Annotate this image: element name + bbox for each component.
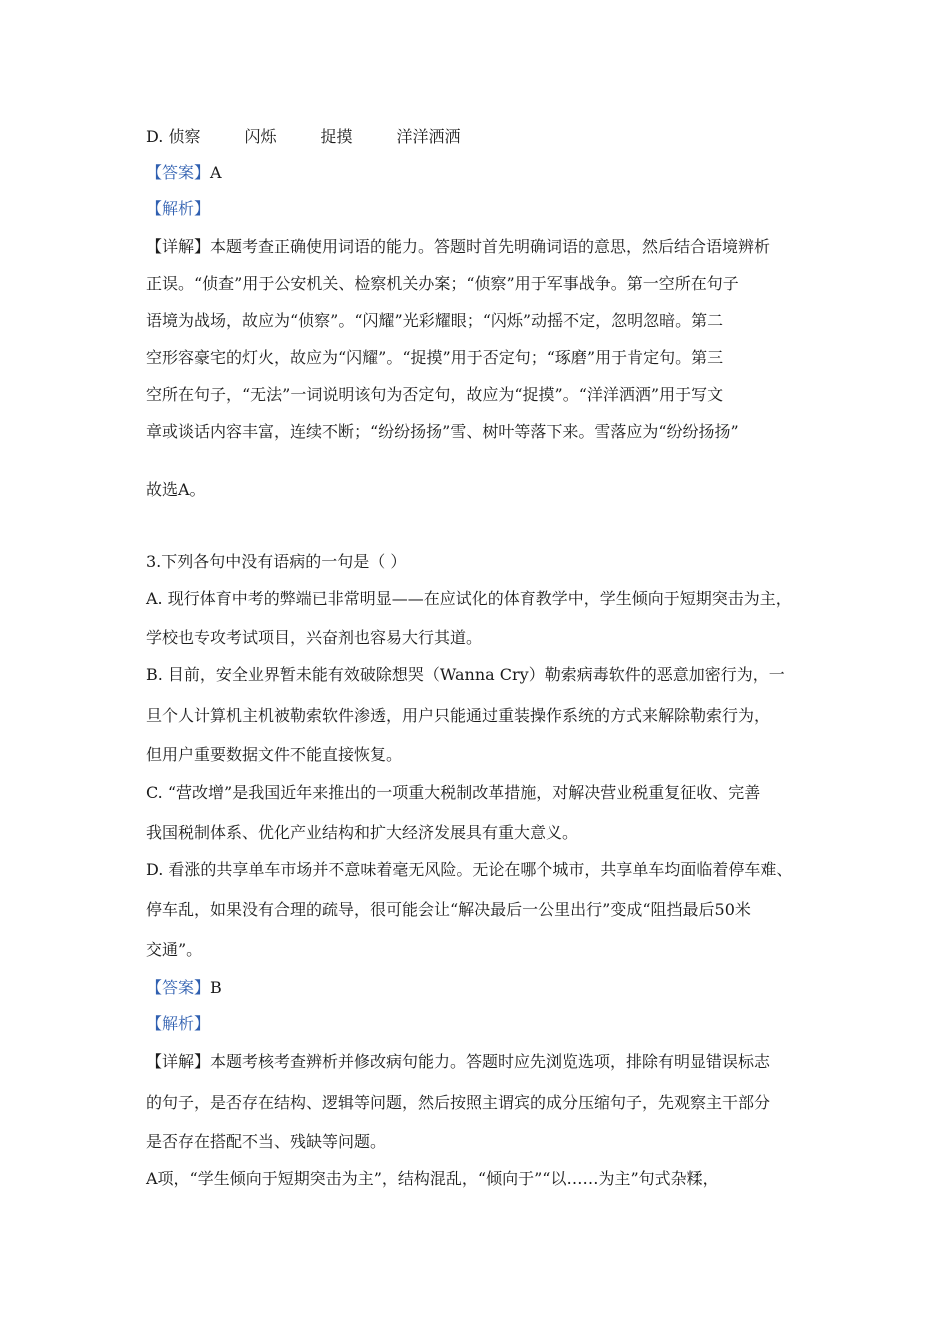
q3-stem: 3.下列各句中没有语病的一句是（ ） <box>146 552 407 571</box>
q3-detail-line: 是否存在搭配不当、残缺等问题。 <box>146 1132 387 1151</box>
option-letter: D. <box>146 127 169 146</box>
q3-option-d: 停车乱，如果没有合理的疏导，很可能会让“解决最后一公里出行”变成“阻挡最后50米 <box>146 900 751 919</box>
detail-text: 本题考查正确使用词语的能力。答题时首先明确词语的意思，然后结合语境辨析 <box>210 237 771 256</box>
detail-text: 本题考核考查辨析并修改病句能力。答题时应先浏览选项，排除有明显错误标志 <box>210 1052 771 1071</box>
q2-detail-line <box>146 237 770 257</box>
answer-value: A <box>210 163 222 182</box>
q3-option-a: 学校也专攻考试项目，兴奋剂也容易大行其道。 <box>146 628 483 647</box>
q3-option-d: 交通”。 <box>146 940 203 959</box>
q3-option-c: 我国税制体系、优化产业结构和扩大经济发展具有重大意义。 <box>146 823 579 842</box>
option-word: 闪烁 <box>244 127 277 146</box>
q2-detail-line: 语境为战场，故应为“侦察”。“闪耀”光彩耀眼；“闪烁”动摇不定，忽明忽暗。第二 <box>146 311 724 330</box>
detail-tag: 【详解】 <box>146 1052 211 1071</box>
q3-option-b: B. 目前，安全业界暂未能有效破除想哭（Wanna Cry）勒索病毒软件的恶意加密行为，一 <box>146 665 785 684</box>
q3-option-c: C. “营改增”是我国近年来推出的一项重大税制改革措施，对解决营业税重复征收、完善 <box>146 783 761 802</box>
q2-detail-line: 空形容豪宅的灯火，故应为“闪耀”。“捉摸”用于否定句；“琢磨”用于肯定句。第三 <box>146 348 724 367</box>
q3-analysis-heading <box>146 1014 210 1034</box>
q3-detail-line: A项，“学生倾向于短期突击为主”，结构混乱，“倾向于”“以……为主”句式杂糅， <box>146 1169 719 1188</box>
option-word: 侦察 <box>168 127 201 146</box>
q2-analysis-heading <box>146 199 210 219</box>
analysis-tag: 【解析】 <box>146 199 211 218</box>
option-word: 洋洋洒洒 <box>396 127 461 146</box>
q2-detail-line: 章或谈话内容丰富，连续不断；“纷纷扬扬”雪、树叶等落下来。雪落应为“纷纷扬扬” <box>146 422 739 441</box>
answer-tag: 【答案】 <box>146 163 211 182</box>
answer-value: B <box>210 978 222 997</box>
q2-detail-line: 正误。“侦查”用于公安机关、检察机关办案；“侦察”用于军事战争。第一空所在句子 <box>146 274 739 293</box>
q2-option-d <box>146 127 461 147</box>
q3-option-d: D. 看涨的共享单车市场并不意味着毫无风险。无论在哪个城市，共享单车均面临着停车难、 <box>146 860 793 879</box>
q3-answer <box>146 978 222 998</box>
q3-detail-line: 的句子，是否存在结构、逻辑等问题，然后按照主谓宾的成分压缩句子，先观察主干部分 <box>146 1093 771 1112</box>
q3-option-a: A. 现行体育中考的弊端已非常明显——在应试化的体育教学中，学生倾向于短期突击为主， <box>146 589 792 608</box>
q2-answer <box>146 163 222 183</box>
answer-tag: 【答案】 <box>146 978 211 997</box>
detail-tag: 【详解】 <box>146 237 211 256</box>
q2-detail-line: 故选A。 <box>146 480 206 499</box>
option-word: 捉摸 <box>320 127 353 146</box>
q3-option-b: 但用户重要数据文件不能直接恢复。 <box>146 745 403 764</box>
analysis-tag: 【解析】 <box>146 1014 211 1033</box>
q3-detail-line <box>146 1052 770 1072</box>
q3-option-b: 旦个人计算机主机被勒索软件渗透，用户只能通过重装操作系统的方式来解除勒索行为， <box>146 706 771 725</box>
q2-detail-line: 空所在句子，“无法”一词说明该句为否定句，故应为“捉摸”。“洋洋洒洒”用于写文 <box>146 385 724 404</box>
